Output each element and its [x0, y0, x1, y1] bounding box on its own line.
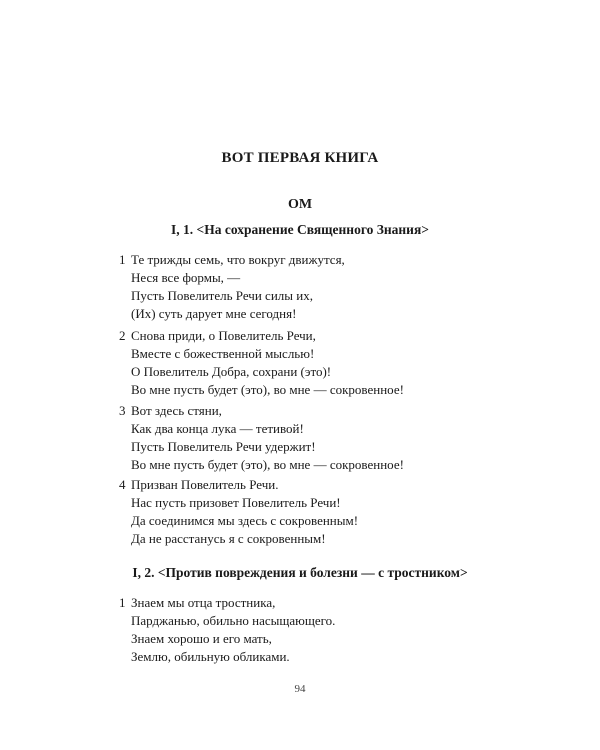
stanza-line: Пусть Повелитель Речи удержит!: [131, 439, 316, 454]
page-number: 94: [294, 683, 306, 695]
stanza-line: О Повелитель Добра, сохрани (это)!: [131, 364, 332, 379]
stanza-line: Неся все формы, —: [131, 270, 241, 285]
stanza: [119, 402, 404, 474]
stanza-line: Да не расстанусь я с сокровенным!: [131, 531, 326, 546]
stanza-number: 4: [119, 477, 126, 492]
line-text: Вот здесь стяни,: [131, 403, 222, 418]
hymn-heading: I, 2. <Против повреждения и болезни — с тростником>: [132, 565, 468, 580]
line-text: Знаем мы отца тростника,: [131, 595, 276, 610]
book-title: ВОТ ПЕРВАЯ КНИГА: [221, 150, 379, 166]
line-text: Снова приди, о Повелитель Речи,: [131, 328, 316, 343]
stanza-line: [119, 327, 404, 345]
stanza: [119, 327, 404, 399]
stanza-line: Землю, обильную обликами.: [131, 649, 290, 664]
stanza-line: Нас пусть призовет Повелитель Речи!: [131, 495, 341, 510]
stanza: [119, 251, 345, 323]
stanza: [119, 476, 358, 548]
stanza-line: Пусть Повелитель Речи силы их,: [131, 288, 313, 303]
stanza-line: (Их) суть дарует мне сегодня!: [131, 306, 297, 321]
stanza-number: 3: [119, 403, 126, 418]
stanza-line: [119, 594, 335, 612]
om-heading: ОМ: [287, 197, 313, 212]
stanza-number: 2: [119, 328, 126, 343]
hymn-heading: I, 1. <На сохранение Священного Знания>: [171, 222, 429, 237]
stanza-line: Парджанью, обильно насыщающего.: [131, 613, 336, 628]
stanza-line: [119, 402, 404, 420]
stanza-number: 1: [119, 252, 126, 267]
line-text: Призван Повелитель Речи.: [131, 477, 279, 492]
line-text: Те трижды семь, что вокруг движутся,: [131, 252, 345, 267]
stanza-line: Знаем хорошо и его мать,: [131, 631, 272, 646]
stanza-line: Как два конца лука — тетивой!: [131, 421, 304, 436]
stanza-number: 1: [119, 595, 126, 610]
stanza: [119, 594, 335, 666]
stanza-line: [119, 251, 345, 269]
stanza-line: Вместе с божественной мыслью!: [131, 346, 315, 361]
stanza-line: [119, 476, 358, 494]
stanza-line: Во мне пусть будет (это), во мне — сокровенное!: [131, 382, 404, 397]
stanza-line: Да соединимся мы здесь с сокровенным!: [131, 513, 359, 528]
stanza-line: Во мне пусть будет (это), во мне — сокровенное!: [131, 457, 404, 472]
